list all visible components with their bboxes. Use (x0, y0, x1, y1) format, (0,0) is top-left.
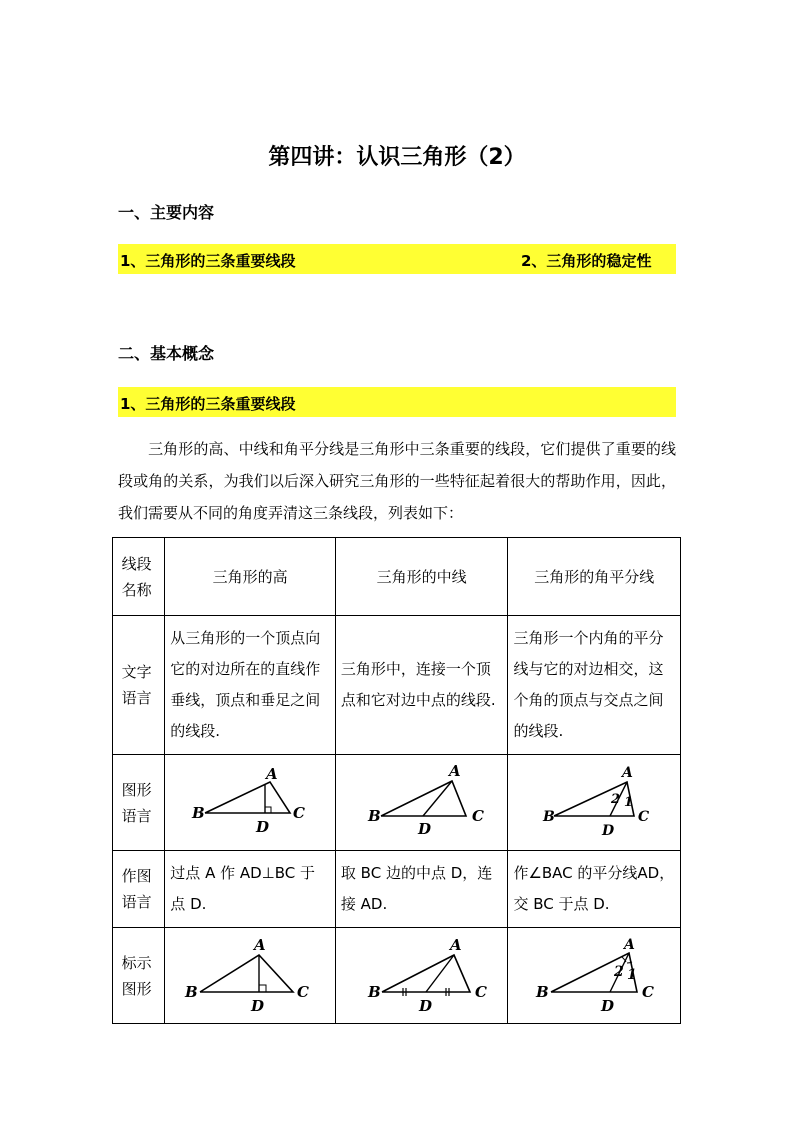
marked-figure-angle-bisector (508, 928, 681, 1024)
label-a: A (448, 761, 461, 780)
label-d: D (417, 819, 431, 838)
label-d: D (251, 996, 265, 1014)
label-angle-1: 1 (627, 966, 637, 983)
intro-paragraph-text: 三角形的高、中线和角平分线是三角形中三条重要的线段，它们提供了重要的线段或角的关系，为我们以后深入研究三角形的一些特征起着很大的帮助作用，因此，我们需要从不同的角度弄清这三条线段，列表如下： (118, 440, 676, 522)
header-median: 三角形的中线 (335, 538, 508, 616)
marked-median-diagram (342, 934, 502, 1014)
label-c: C (293, 803, 306, 822)
right-angle-mark (265, 807, 271, 813)
label-d: D (256, 817, 270, 836)
angle-arc-1 (627, 962, 632, 963)
median-line (423, 781, 452, 816)
label-b: B (185, 982, 198, 1001)
label-angle-1: 1 (624, 794, 634, 810)
header-altitude: 三角形的高 (165, 538, 336, 616)
bisector-diagram (514, 761, 674, 841)
construction-median: 取 BC 边的中点 D，连接 AD. (335, 851, 508, 928)
highlight-bar-subheading (118, 387, 676, 417)
label-b: B (367, 982, 381, 1001)
construction-angle-bisector: 作∠BAC 的平分线AD，交 BC 于点 D. (508, 851, 681, 928)
highlight-bar-main-content (118, 244, 676, 274)
figure-angle-bisector (508, 755, 681, 851)
label-b: B (367, 806, 381, 825)
main-content-item-1: 1、三角形的三条重要线段 (120, 252, 296, 270)
table-row-text-language (113, 616, 681, 755)
marked-bisector-diagram (514, 934, 674, 1014)
section-heading-main-content: 一、主要内容 (118, 203, 215, 222)
construction-altitude: 过点 A 作 AD⊥BC 于点 D. (165, 851, 336, 928)
table-row-construction-language (113, 851, 681, 928)
median-line (426, 955, 454, 992)
label-a: A (449, 935, 462, 954)
main-content-item-2: 2、三角形的稳定性 (521, 252, 652, 270)
marked-figure-median (335, 928, 508, 1024)
altitude-diagram (170, 761, 330, 841)
label-b: B (536, 982, 549, 1001)
row-label-segment-name: 线段名称 (113, 538, 165, 616)
marked-figure-altitude (165, 928, 336, 1024)
label-c: C (471, 806, 484, 825)
row-label-text-language: 文字语言 (113, 616, 165, 755)
text-median: 三角形中，连接一个顶点和它对边中点的线段. (335, 616, 508, 755)
triangle-abc (381, 781, 466, 816)
label-a: A (254, 935, 266, 954)
header-angle-bisector: 三角形的角平分线 (508, 538, 681, 616)
row-label-construction-language: 作图语言 (113, 851, 165, 928)
triangle-abc (382, 955, 470, 992)
section-heading-basic-concepts: 二、基本概念 (118, 344, 215, 363)
table-row-header (113, 538, 681, 616)
right-angle-mark (259, 985, 266, 992)
label-a: A (622, 764, 634, 781)
triangle-abc (200, 955, 293, 992)
row-label-marked-figure: 标示图形 (113, 928, 165, 1024)
label-angle-2: 2 (611, 791, 621, 807)
subheading-three-segments: 1、三角形的三条重要线段 (120, 395, 296, 413)
figure-altitude (165, 755, 336, 851)
figure-median (335, 755, 508, 851)
label-angle-2: 2 (614, 963, 624, 980)
label-d: D (602, 822, 615, 839)
label-a: A (624, 936, 636, 953)
page-title: 第四讲：认识三角形（2） (268, 145, 526, 170)
triangle-abc (554, 782, 634, 816)
triangle-abc (205, 782, 290, 813)
label-c: C (638, 808, 650, 825)
label-d: D (418, 996, 432, 1014)
label-c: C (642, 982, 655, 1001)
label-d: D (601, 996, 615, 1014)
label-b: B (543, 808, 556, 825)
table-row-marked-figure (113, 928, 681, 1024)
label-b: B (192, 803, 205, 822)
text-angle-bisector: 三角形一个内角的平分线与它的对边相交，这个角的顶点与交点之间的线段. (508, 616, 681, 755)
label-c: C (474, 982, 487, 1001)
segments-table (112, 537, 681, 1024)
marked-altitude-diagram (170, 934, 330, 1014)
row-label-figure-language: 图形语言 (113, 755, 165, 851)
text-altitude: 从三角形的一个顶点向它的对边所在的直线作垂线，顶点和垂足之间的线段. (165, 616, 336, 755)
label-c: C (297, 982, 310, 1001)
intro-paragraph (118, 433, 676, 529)
median-diagram (342, 761, 502, 841)
label-a: A (266, 764, 278, 783)
table-row-figure-language (113, 755, 681, 851)
